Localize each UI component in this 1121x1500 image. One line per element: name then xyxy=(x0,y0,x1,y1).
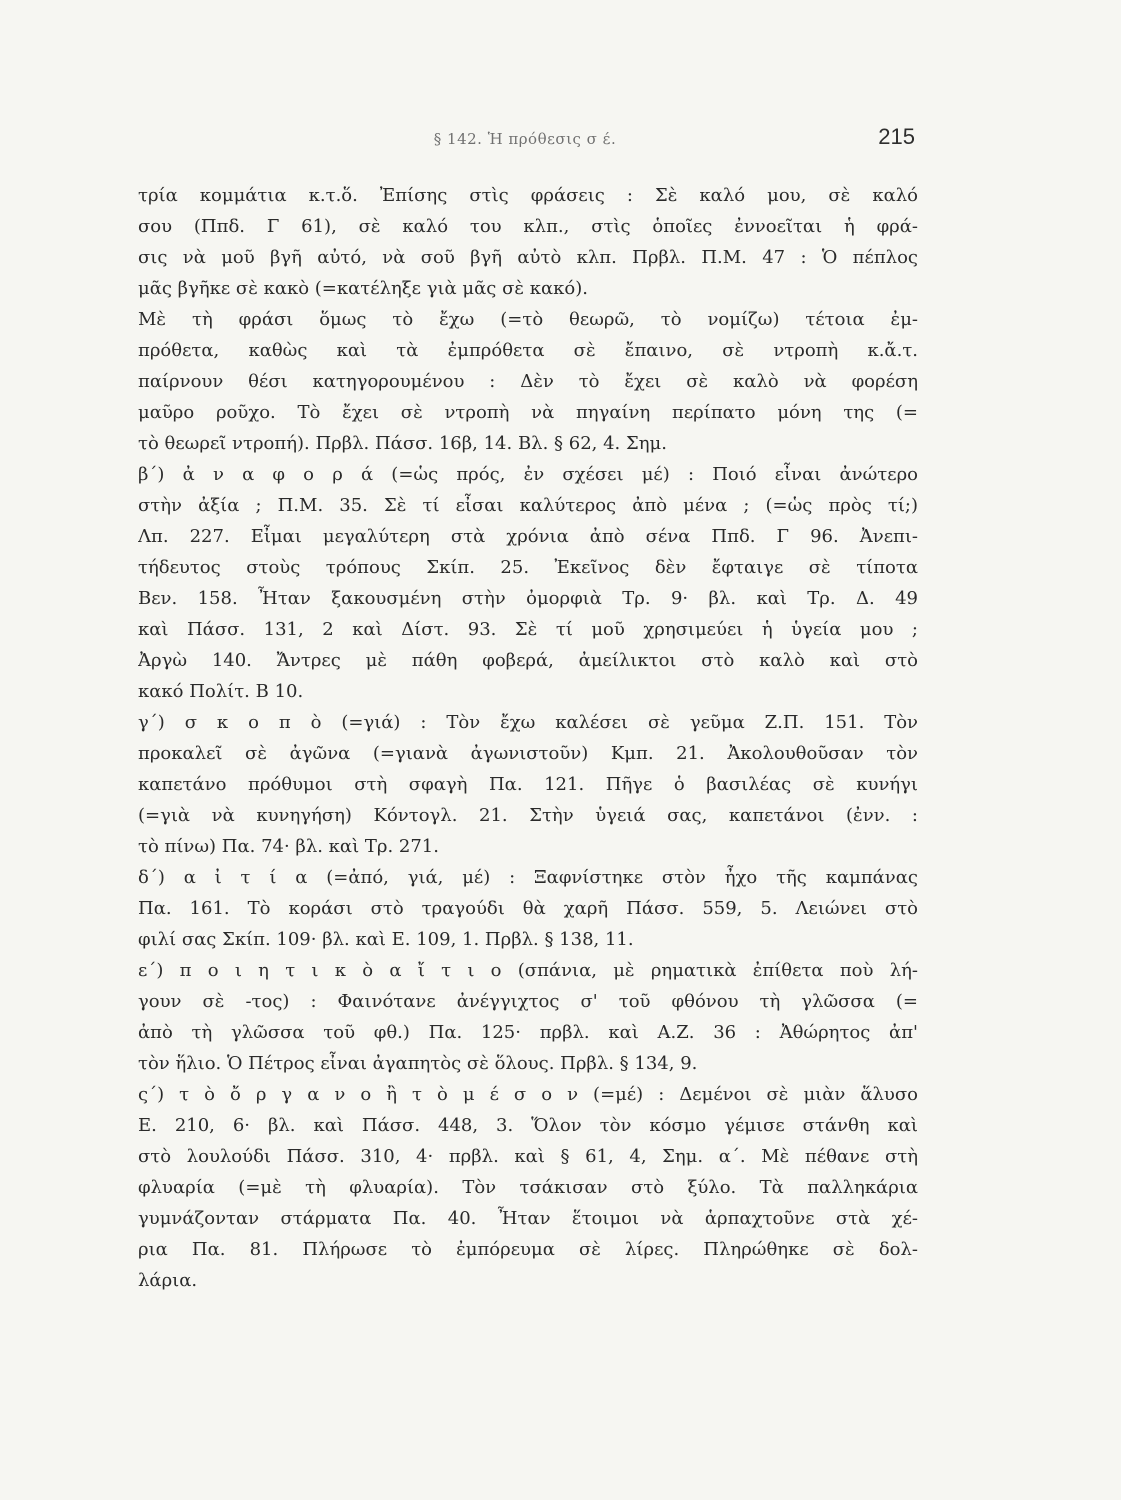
text-line: κακό Πολίτ. Β 10. xyxy=(138,681,304,702)
text-line: παίρνουν θέσι κατηγορουμένου : Δὲν τὸ ἔχει σὲ καλὸ νὰ φορέση xyxy=(138,371,918,392)
text-line: (=γιὰ νὰ κυνηγήση) Κόντογλ. 21. Στὴν ὑγειά σας, καπετάνοι (ἐνν. : xyxy=(138,805,918,826)
text-line: προκαλεῖ σὲ ἀγῶνα (=γιανὰ ἀγωνιστοῦν) Κμπ. 21. Ἀκολουθοῦσαν τὸν xyxy=(138,743,918,764)
text-line: φιλί σας Σκίπ. 109· βλ. καὶ Ε. 109, 1. Πρβλ. § 138, 11. xyxy=(138,929,634,950)
text-line: τὸ θεωρεῖ ντροπή). Πρβλ. Πάσσ. 16β, 14. Βλ. § 62, 4. Σημ. xyxy=(138,433,667,454)
text-line: τὸν ἥλιο. Ὁ Πέτρος εἶναι ἀγαπητὸς σὲ ὅλους. Πρβλ. § 134, 9. xyxy=(138,1053,698,1074)
text-line: Μὲ τὴ φράσι ὅμως τὸ ἔχω (=τὸ θεωρῶ, τὸ νομίζω) τέτοια ἐμ- xyxy=(138,309,918,330)
text-line: καπετάνο πρόθυμοι στὴ σφαγὴ Πα. 121. Πῆγε ὁ βασιλέας σὲ κυνήγι xyxy=(138,774,918,795)
text-line: δ΄) α ἰ τ ί α (=ἀπό, γιά, μέ) : Ξαφνίστηκε στὸν ἦχο τῆς καμπάνας xyxy=(138,867,918,888)
text-line: καὶ Πάσσ. 131, 2 καὶ Δίστ. 93. Σὲ τί μοῦ χρησιμεύει ἡ ὑγεία μου ; xyxy=(138,619,918,640)
text-line: Λπ. 227. Εἶμαι μεγαλύτερη στὰ χρόνια ἀπὸ σένα Ππδ. Γ 96. Ἀνεπι- xyxy=(138,526,918,547)
text-line: ς΄) τ ὸ ὄ ρ γ α ν ο ἢ τ ὸ μ έ σ ο ν (=μέ) : Δεμένοι σὲ μιὰν ἅλυσο xyxy=(138,1084,918,1105)
text-line: γυμνάζονταν στάρματα Πα. 40. Ἦταν ἕτοιμοι νὰ ἁρπαχτοῦνε στὰ χέ- xyxy=(138,1208,918,1229)
text-line: λάρια. xyxy=(138,1270,198,1291)
text-line: τὸ πίνω) Πα. 74· βλ. καὶ Τρ. 271. xyxy=(138,836,439,857)
text-line: πρόθετα, καθὼς καὶ τὰ ἐμπρόθετα σὲ ἔπαινο, σὲ ντροπὴ κ.ἄ.τ. xyxy=(138,340,918,361)
text-line: Ε. 210, 6· βλ. καὶ Πάσσ. 448, 3. Ὅλον τὸν κόσμο γέμισε στάνθη καὶ xyxy=(138,1115,918,1136)
text-line: μᾶς βγῆκε σὲ κακὸ (=κατέληξε γιὰ μᾶς σὲ κακό). xyxy=(138,278,588,299)
text-line: στὸ λουλούδι Πάσσ. 310, 4· πρβλ. καὶ § 61, 4, Σημ. α΄. Μὲ πέθανε στὴ xyxy=(138,1146,918,1167)
text-line: ε΄) π ο ι η τ ι κ ὸ α ἴ τ ι ο (σπάνια, μὲ ρηματικὰ ἐπίθετα ποὺ λή- xyxy=(138,960,918,981)
text-line: γ΄) σ κ ο π ὸ (=γιά) : Τὸν ἔχω καλέσει σὲ γεῦμα Ζ.Π. 151. Τὸν xyxy=(138,712,918,733)
text-line: σις νὰ μοῦ βγῆ αὐτό, νὰ σοῦ βγῆ αὐτὸ κλπ. Πρβλ. Π.Μ. 47 : Ὁ πέπλος xyxy=(138,247,918,268)
page-number: 215 xyxy=(878,124,915,149)
text-line: μαῦρο ροῦχο. Τὸ ἔχει σὲ ντροπὴ νὰ πηγαίνη περίπατο μόνη της (= xyxy=(138,402,918,423)
body-text xyxy=(138,180,918,1296)
text-line: φλυαρία (=μὲ τὴ φλυαρία). Τὸν τσάκισαν στὸ ξύλο. Τὰ παλληκάρια xyxy=(138,1177,918,1198)
text-line: Πα. 161. Τὸ κοράσι στὸ τραγούδι θὰ χαρῆ Πάσσ. 559, 5. Λειώνει στὸ xyxy=(138,898,918,919)
text-line: στὴν ἀξία ; Π.Μ. 35. Σὲ τί εἶσαι καλύτερος ἀπὸ μένα ; (=ὡς πρὸς τί;) xyxy=(138,495,918,516)
text-line: Ἀργὼ 140. Ἄντρες μὲ πάθη φοβερά, ἀμείλικτοι στὸ καλὸ καὶ στὸ xyxy=(138,650,918,671)
page-header xyxy=(135,124,915,156)
text-line: β΄) ἀ ν α φ ο ρ ά (=ὡς πρός, ἐν σχέσει μέ) : Ποιό εἶναι ἀνώτερο xyxy=(138,464,918,485)
text-line: τήδευτος στοὺς τρόπους Σκίπ. 25. Ἐκεῖνος δὲν ἔφταιγε σὲ τίποτα xyxy=(138,557,918,578)
text-line: γουν σὲ -τος) : Φαινότανε ἀνέγγιχτος σ' τοῦ φθόνου τὴ γλῶσσα (= xyxy=(138,991,918,1012)
text-line: σου (Ππδ. Γ 61), σὲ καλό του κλπ., στὶς ὁποῖες ἐννοεῖται ἡ φρά- xyxy=(138,216,918,237)
text-line: Βεν. 158. Ἦταν ξακουσμένη στὴν ὀμορφιὰ Τρ. 9· βλ. καὶ Τρ. Δ. 49 xyxy=(138,588,918,609)
running-title: § 142. Ἡ πρόθεσις σ έ. xyxy=(433,130,617,148)
text-line: ρια Πα. 81. Πλήρωσε τὸ ἐμπόρευμα σὲ λίρες. Πληρώθηκε σὲ δολ- xyxy=(138,1239,918,1260)
text-line: τρία κομμάτια κ.τ.ὅ. Ἐπίσης στὶς φράσεις : Σὲ καλό μου, σὲ καλό xyxy=(138,185,918,206)
text-line: ἀπὸ τὴ γλῶσσα τοῦ φθ.) Πα. 125· πρβλ. καὶ Α.Ζ. 36 : Ἀθώρητος ἀπ' xyxy=(138,1022,918,1043)
